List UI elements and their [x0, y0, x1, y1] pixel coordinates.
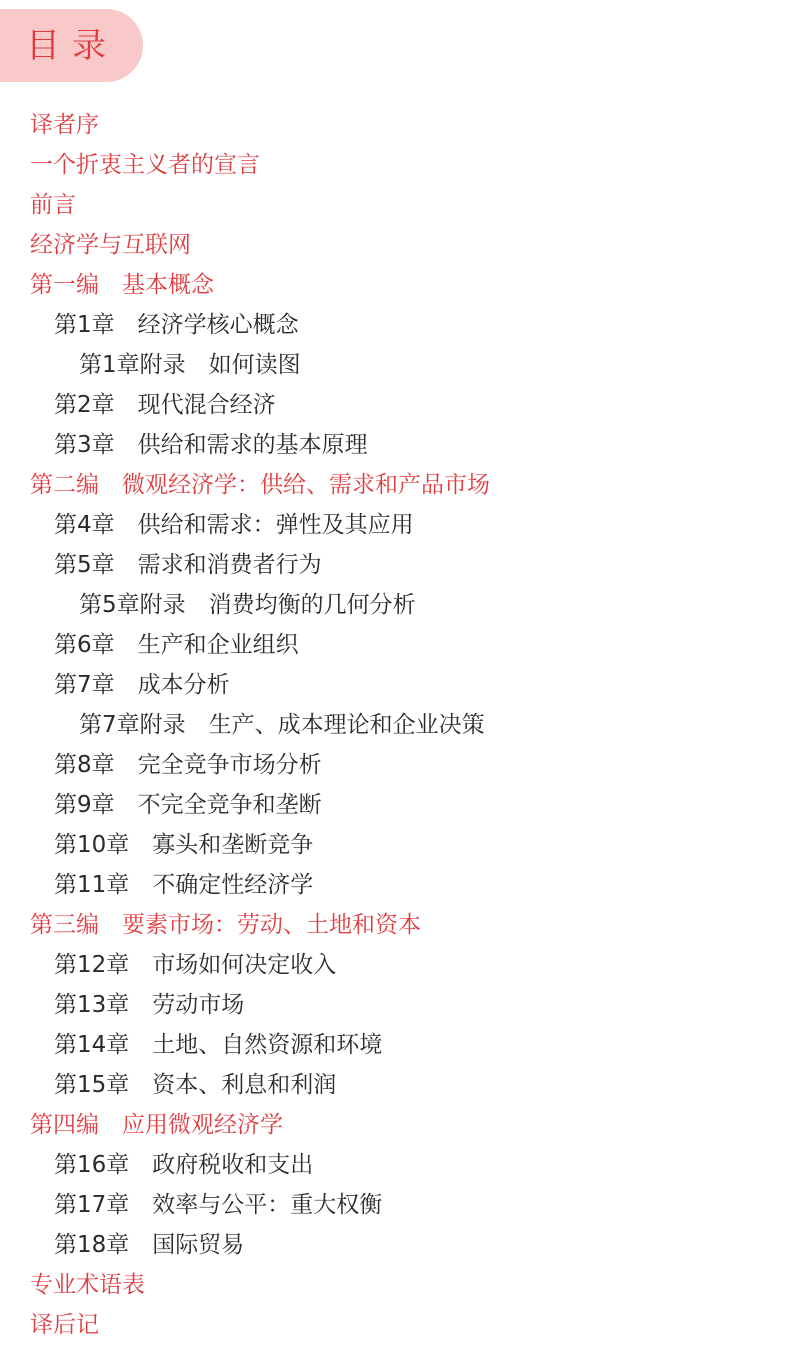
toc-chapter-link[interactable]: 第16章 政府税收和支出	[54, 1152, 314, 1178]
toc-appendix-link[interactable]: 第5章附录 消费均衡的几何分析	[79, 592, 416, 618]
toc-section-link[interactable]: 第一编 基本概念	[30, 272, 214, 298]
toc-section-link[interactable]: 第四编 应用微观经济学	[30, 1112, 283, 1138]
toc-chapter-link[interactable]: 第15章 资本、利息和利润	[54, 1072, 337, 1098]
toc-chapter-link[interactable]: 第13章 劳动市场	[54, 992, 245, 1018]
toc-chapter-link[interactable]: 第14章 土地、自然资源和环境	[54, 1032, 383, 1058]
toc-chapter-link[interactable]: 第3章 供给和需求的基本原理	[54, 432, 368, 458]
toc-chapter-link[interactable]: 第8章 完全竞争市场分析	[54, 752, 322, 778]
page-title: 目录	[26, 25, 118, 66]
table-of-contents	[0, 105, 790, 1345]
toc-chapter-link[interactable]: 第4章 供给和需求：弹性及其应用	[54, 512, 414, 538]
toc-appendix-link[interactable]: 第1章附录 如何读图	[79, 352, 301, 378]
toc-header-tab	[0, 9, 143, 82]
toc-section-link[interactable]: 一个折衷主义者的宣言	[30, 152, 260, 178]
toc-section-link[interactable]: 前言	[30, 192, 76, 218]
toc-chapter-link[interactable]: 第5章 需求和消费者行为	[54, 552, 322, 578]
toc-chapter-link[interactable]: 第12章 市场如何决定收入	[54, 952, 337, 978]
toc-chapter-link[interactable]: 第10章 寡头和垄断竞争	[54, 832, 314, 858]
toc-section-link[interactable]: 第二编 微观经济学：供给、需求和产品市场	[30, 472, 490, 498]
toc-appendix-link[interactable]: 第7章附录 生产、成本理论和企业决策	[79, 712, 485, 738]
toc-chapter-link[interactable]: 第7章 成本分析	[54, 672, 230, 698]
toc-section-link[interactable]: 译后记	[30, 1312, 99, 1338]
toc-chapter-link[interactable]: 第17章 效率与公平：重大权衡	[54, 1192, 383, 1218]
toc-chapter-link[interactable]: 第18章 国际贸易	[54, 1232, 245, 1258]
toc-section-link[interactable]: 第三编 要素市场：劳动、土地和资本	[30, 912, 421, 938]
toc-chapter-link[interactable]: 第1章 经济学核心概念	[54, 312, 299, 338]
toc-chapter-link[interactable]: 第11章 不确定性经济学	[54, 872, 314, 898]
toc-section-link[interactable]: 专业术语表	[30, 1272, 145, 1298]
toc-chapter-link[interactable]: 第2章 现代混合经济	[54, 392, 276, 418]
toc-section-link[interactable]: 经济学与互联网	[30, 232, 191, 258]
toc-section-link[interactable]: 译者序	[30, 112, 99, 138]
toc-chapter-link[interactable]: 第9章 不完全竞争和垄断	[54, 792, 322, 818]
toc-chapter-link[interactable]: 第6章 生产和企业组织	[54, 632, 299, 658]
